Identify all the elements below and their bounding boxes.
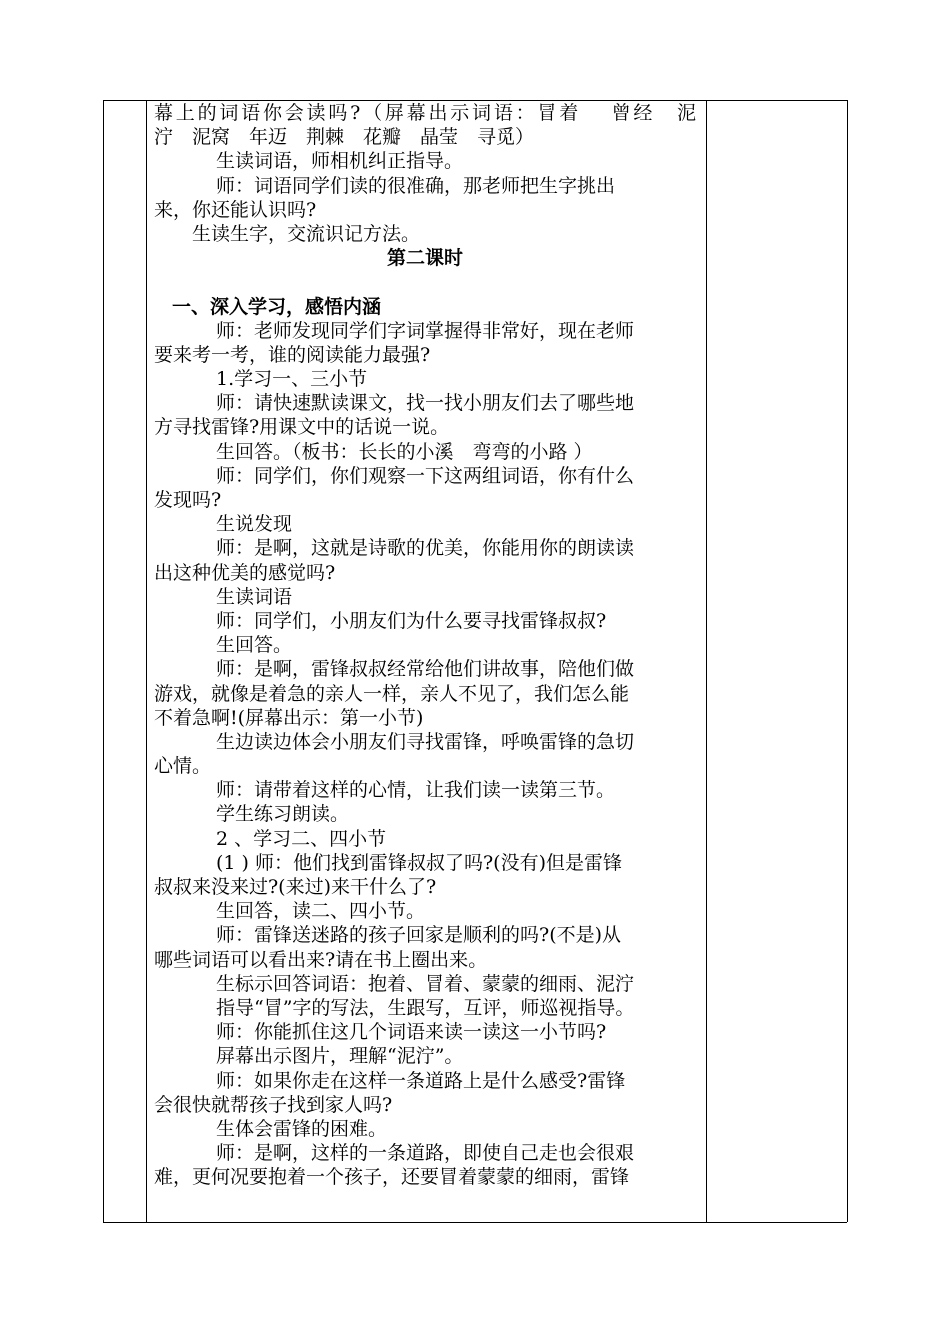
- text-line: 生说发现: [216, 513, 293, 536]
- text-line: 生回答。: [216, 634, 293, 657]
- text-line: 出这种优美的感觉吗?: [154, 561, 336, 584]
- lesson-text-cell: [154, 101, 696, 1189]
- text-line: 来，你还能认识吗?: [154, 198, 317, 221]
- text-line: 师：雷锋送迷路的孩子回家是顺利的吗?(不是)从: [216, 924, 622, 947]
- text-line: 哪些词语可以看出来?请在书上圈出来。: [154, 948, 488, 971]
- text-line: 师：请快速默读课文，找一找小朋友们去了哪些地: [216, 392, 635, 415]
- text-line: 师：是啊，这就是诗歌的优美，你能用你的朗读读: [216, 537, 635, 560]
- text-line: 难，更何况要抱着一个孩子，还要冒着蒙蒙的细雨，雷锋: [154, 1166, 630, 1189]
- text-line: 发现吗?: [154, 489, 222, 511]
- text-line: 师：老师发现同学们字词掌握得非常好，现在老师: [216, 319, 635, 342]
- table-border-col1: [146, 100, 147, 1222]
- text-line: 指导“冒”字的写法，生跟写，互评，师巡视指导。: [216, 996, 635, 1019]
- blank-line: [154, 270, 696, 294]
- text-line: 泞 泥窝 年迈 荆棘 花瓣 晶莹 寻觅）: [154, 126, 535, 149]
- section-heading: 第二课时: [386, 247, 463, 270]
- text-line: 会很快就帮孩子找到家人吗?: [154, 1093, 393, 1116]
- table-border-col2: [706, 100, 707, 1222]
- text-line: 师：如果你走在这样一条道路上是什么感受?雷锋: [216, 1069, 626, 1092]
- text-line: 幕上的词语你会读吗?（屏幕出示词语：冒着 曾经 泥: [154, 102, 696, 124]
- text-line: 生回答，读二、四小节。: [216, 900, 426, 923]
- table-border-left: [103, 100, 104, 1222]
- text-line: 生标示回答词语：抱着、冒着、蒙蒙的细雨、泥泞: [216, 972, 635, 995]
- text-line: 1.学习一、三小节: [216, 368, 368, 391]
- text-line: 师：同学们，小朋友们为什么要寻找雷锋叔叔?: [216, 609, 607, 632]
- text-line: 师：是啊，雷锋叔叔经常给他们讲故事，陪他们做: [216, 658, 635, 681]
- text-line: 心情。: [154, 755, 212, 778]
- text-line: 学生练习朗读。: [216, 803, 350, 826]
- text-line: 生边读边体会小朋友们寻找雷锋，呼唤雷锋的急切: [216, 730, 635, 753]
- text-line: 师：同学们，你们观察一下这两组词语，你有什么: [216, 464, 635, 487]
- text-line: 不着急啊!(屏幕出示：第一小节): [154, 706, 424, 729]
- text-line: 生回答。（板书：长长的小溪 弯弯的小路 ）: [216, 440, 593, 463]
- text-line: 要来考一考，谁的阅读能力最强?: [154, 343, 431, 366]
- text-line: 方寻找雷锋?用课文中的话说一说。: [154, 416, 450, 439]
- text-line: 师：请带着这样的心情，让我们读一读第三节。: [216, 779, 616, 802]
- text-line: 屏幕出示图片，理解“泥泞”。: [216, 1045, 464, 1068]
- text-line: 生体会雷锋的困难。: [216, 1117, 388, 1140]
- text-line: 2 、学习二、四小节: [216, 827, 387, 850]
- text-line: (1 ) 师：他们找到雷锋叔叔了吗?(没有)但是雷锋: [216, 851, 623, 874]
- text-line: 叔叔来没来过?(来过)来干什么了?: [154, 876, 437, 898]
- text-line: 师：是啊，这样的一条道路，即使自己走也会很艰: [216, 1142, 635, 1165]
- text-line: 生读词语: [216, 585, 293, 608]
- text-line: 师：你能抓住这几个词语来读一读这一小节吗?: [216, 1021, 607, 1044]
- table-border-right: [847, 100, 848, 1222]
- part-heading: 一、深入学习，感悟内涵: [172, 295, 382, 318]
- text-line: 师：词语同学们读的很准确，那老师把生字挑出: [216, 174, 616, 197]
- text-line: 生读词语，师相机纠正指导。: [216, 150, 464, 173]
- text-line: 生读生字，交流识记方法。: [192, 222, 421, 245]
- text-line: 游戏，就像是着急的亲人一样，亲人不见了，我们怎么能: [154, 682, 630, 705]
